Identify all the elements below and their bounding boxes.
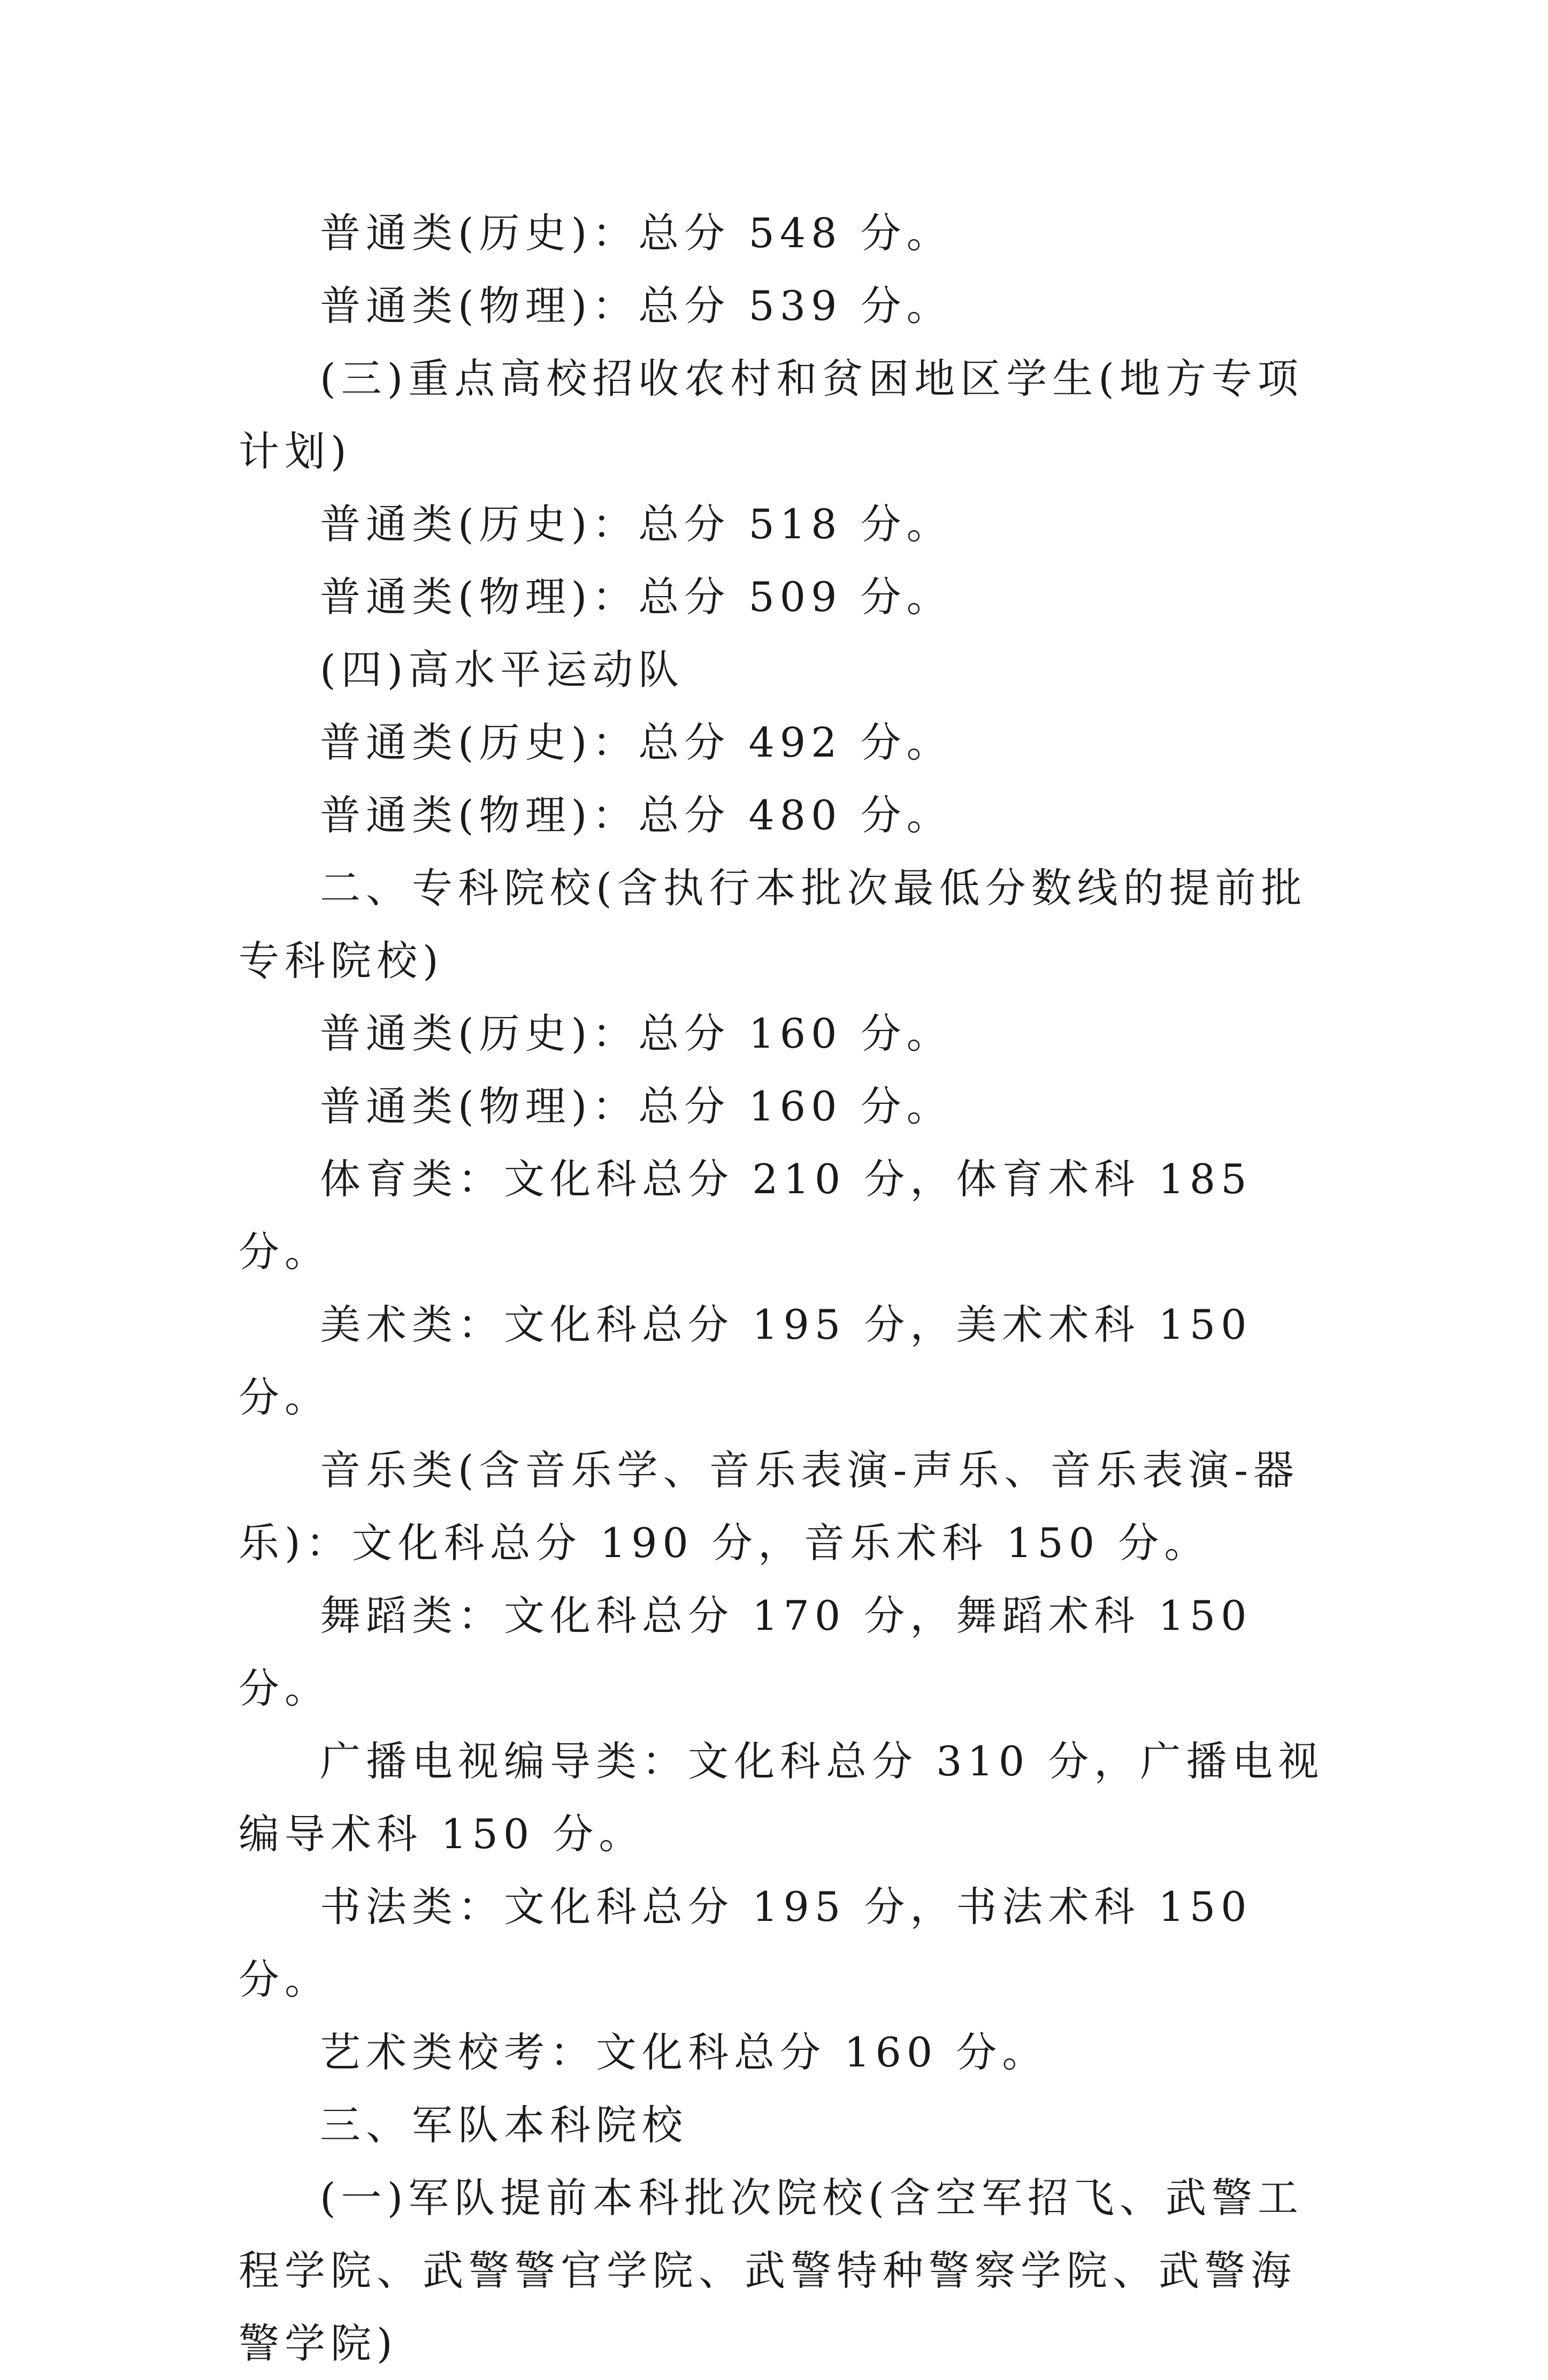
paragraph-calligraphy-category: 书法类：文化科总分 195 分，书法术科 150 分。 [239,1883,1252,2003]
paragraph-physics-score-160: 普通类(物理)：总分 160 分。 [320,1082,953,1130]
paragraph-broadcast-directing-category: 广播电视编导类：文化科总分 310 分，广播电视编导术科 150 分。 [239,1737,1324,1858]
section-heading-sports-team: (四)高水平运动队 [320,646,685,693]
paragraph-physics-score-539: 普通类(物理)：总分 539 分。 [320,282,953,330]
paragraph-art-school-exam: 艺术类校考：文化科总分 160 分。 [320,2028,1048,2076]
paragraph-history-score-160: 普通类(历史)：总分 160 分。 [320,1010,953,1057]
paragraph-physics-score-480: 普通类(物理)：总分 480 分。 [320,791,953,839]
paragraph-music-category: 音乐类(含音乐学、音乐表演-声乐、音乐表演-器乐)：文化科总分 190 分，音乐术科 150 分。 [239,1446,1300,1567]
section-heading-military-colleges: 三、军队本科院校 [320,2101,688,2149]
section-heading-junior-colleges: 二、专科院校(含执行本批次最低分数线的提前批专科院校) [239,864,1307,985]
paragraph-dance-category: 舞蹈类：文化科总分 170 分，舞蹈术科 150 分。 [239,1592,1252,1712]
paragraph-sports-category: 体育类：文化科总分 210 分，体育术科 185 分。 [239,1155,1252,1276]
paragraph-fine-arts-category: 美术类：文化科总分 195 分，美术术科 150 分。 [239,1301,1252,1421]
paragraph-history-score-518: 普通类(历史)：总分 518 分。 [320,500,953,548]
section-heading-local-special-plan: (三)重点高校招收农村和贫困地区学生(地方专项计划) [239,355,1304,475]
section-heading-military-advance-batch: (一)军队提前本科批次院校(含空军招飞、武警工程学院、武警警官学院、武警特种警察学院、武警海警学院) [239,2174,1304,2367]
paragraph-history-score-492: 普通类(历史)：总分 492 分。 [320,719,953,766]
document-body [239,197,1324,2380]
paragraph-history-score-548: 普通类(历史)：总分 548 分。 [320,209,953,257]
paragraph-physics-score-509: 普通类(物理)：总分 509 分。 [320,573,953,621]
